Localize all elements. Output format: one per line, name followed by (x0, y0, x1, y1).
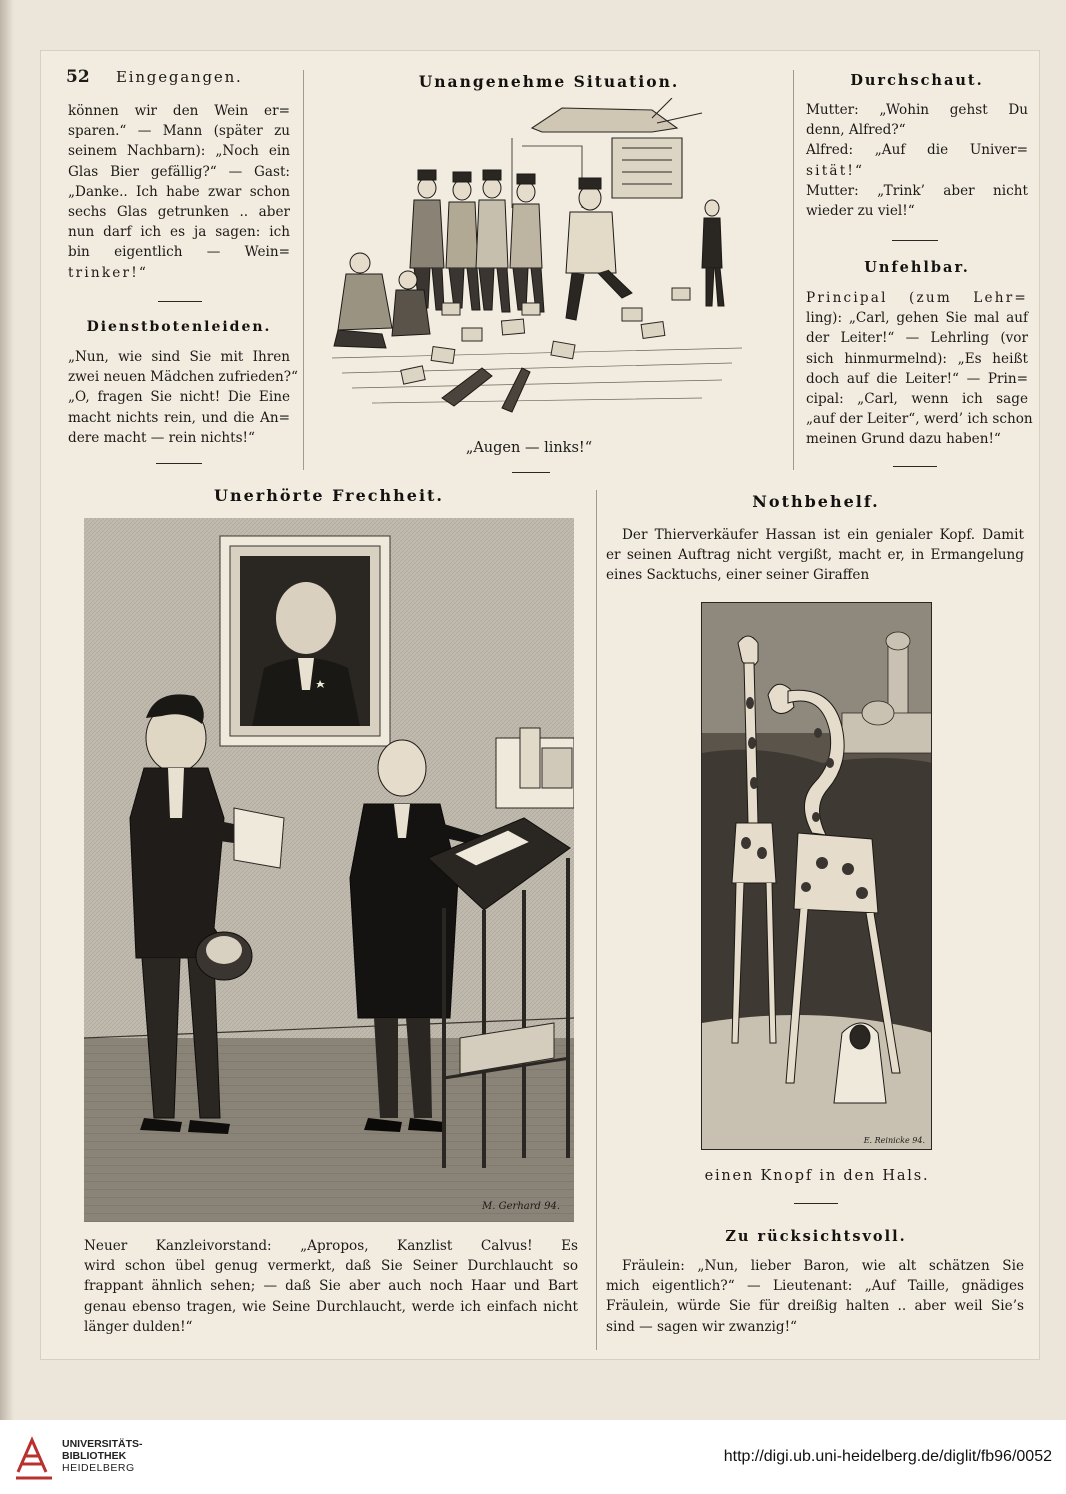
column-divider-bottom (596, 490, 597, 1350)
heading-zu-ruecksichtsvoll: Zu rücksichtsvoll. (725, 1228, 907, 1245)
text-line: nun darf ich es ja sagen: ich (68, 224, 290, 241)
page-number: 52 (66, 67, 90, 87)
text-line: „auf der Leiter“, werd’ ich schon (806, 411, 1033, 428)
text-line: können wir den Wein er= (68, 103, 290, 119)
text-line: sparen.“ — Mann (später zu (68, 123, 290, 140)
text-line: Der Thierverkäufer Hassan ist ein genialer Kopf. Damit (622, 527, 1024, 543)
book-spine-shadow (0, 0, 14, 1420)
text-line: meinen Grund dazu haben!“ (806, 431, 1001, 448)
permalink-url[interactable]: http://digi.ub.uni-heidelberg.de/diglit/fb96/0052 (723, 1448, 1052, 1465)
ub-heidelberg-logo-icon[interactable] (12, 1432, 56, 1482)
unerhoerte-text (84, 1236, 578, 1337)
text-line: macht nichts rein, und die An= (68, 409, 290, 426)
ruecksichtsvoll-text (606, 1256, 1024, 1337)
text-line: länger dulden!“ (84, 1318, 193, 1335)
soldiers-illustration (322, 98, 756, 434)
separator-rule (892, 240, 938, 241)
text-line: Fräulein, würde Sie für dreißig halten .. aber weil Sie’s (606, 1298, 1024, 1315)
giraffe-illustration (701, 602, 932, 1150)
text-line: „Nun, wie sind Sie mit Ihren (68, 349, 290, 365)
text-line: „Danke.. Ich habe zwar schon (68, 183, 290, 200)
text-line: Glas Bier gefällig?“ — Gast: (68, 163, 290, 180)
library-name-line2: BIBLIOTHEK (62, 1450, 127, 1462)
separator-rule (158, 301, 202, 302)
text-line: sind — sagen wir zwanzig!“ (606, 1318, 798, 1335)
heading-unangenehme-situation: Unangenehme Situation. (418, 72, 680, 91)
text-line: mich eigentlich?“ — Lieutenant: „Auf Taille, gnädiges (606, 1278, 1024, 1295)
heading-dienstbotenleiden: Dienstbotenleiden. (86, 319, 272, 335)
unfehlbar-text (806, 288, 1033, 450)
artist-signature: E. Reinicke 94. (863, 1136, 925, 1145)
chancellery-illustration (84, 518, 574, 1222)
library-name-line1: UNIVERSITÄTS- (62, 1438, 143, 1450)
text-line: trinker!“ (68, 264, 149, 281)
artist-signature: M. Gerhard 94. (482, 1201, 560, 1212)
text-line: wird schon übel genug vermerkt, daß Sie Seiner Durchlaucht so (84, 1258, 578, 1275)
running-head: Eingegangen. (116, 68, 243, 86)
viewer-footer (0, 1420, 1066, 1494)
column-divider-left (303, 70, 304, 470)
text-line: doch auf die Leiter!“ — Prin= (806, 370, 1028, 387)
text-line: Principal (zum Lehr= (806, 290, 1028, 306)
giraffe-drawing (702, 603, 932, 1150)
text-line: zwei neuen Mädchen zufrieden?“ (68, 369, 298, 386)
text-line: ling): „Carl, gehen Sie mal auf (806, 310, 1028, 327)
column-divider-right (793, 70, 794, 470)
text-line: eines Sacktuchs, einer seiner Giraffen (606, 567, 870, 584)
text-line: bin eigentlich — Wein= (68, 244, 290, 261)
text-line: „O, fragen Sie nicht! Die Eine (68, 389, 290, 406)
text-line: sich hinmurmelnd): „Es heißt (806, 350, 1028, 367)
durchschaut-text (806, 100, 1028, 221)
heading-nothbehelf: Nothbehelf. (752, 492, 880, 511)
text-line: Neuer Kanzleivorstand: „Apropos, Kanzlist Calvus! Es (84, 1238, 578, 1254)
dienstbotenleiden-text (68, 347, 298, 448)
text-line: Fräulein: „Nun, lieber Baron, wie alt schätzen Sie (622, 1258, 1024, 1274)
caption-augen-links: „Augen — links!“ (465, 440, 593, 456)
heading-unerhoerte-frechheit: Unerhörte Frechheit. (214, 486, 444, 505)
library-name[interactable] (62, 1438, 143, 1474)
chancellery-drawing (84, 518, 574, 1222)
caption-knopf-in-den-hals: einen Knopf in den Hals. (704, 1168, 930, 1184)
separator-rule (893, 466, 937, 467)
heading-durchschaut: Durchschaut. (850, 72, 984, 89)
text-line: sechs Glas getrunken .. aber (68, 204, 290, 221)
text-line: sität!“ (806, 162, 865, 179)
text-line: dere macht — rein nichts!“ (68, 429, 255, 446)
text-line: Mutter: „Wohin gehst Du (806, 102, 1028, 118)
library-name-line3: HEIDELBERG (62, 1462, 135, 1474)
text-line: genau ebenso tragen, wie Seine Durchlaucht, werde ich einfach nicht (84, 1298, 578, 1315)
text-line: cipal: „Carl, wenn ich sage (806, 391, 1028, 408)
nothbehelf-text (606, 525, 1024, 586)
col1-text (68, 101, 290, 283)
text-line: seinem Nachbarn): „Noch ein (68, 143, 290, 160)
soldiers-drawing (322, 98, 756, 434)
text-line: Mutter: „Trink’ aber nicht (806, 182, 1028, 199)
text-line: wieder zu viel!“ (806, 203, 915, 220)
text-line: frappant ähnlich sehen; — daß Sie aber auch noch Haar und Bart (84, 1278, 578, 1295)
text-line: denn, Alfred?“ (806, 122, 906, 139)
text-line: er seinen Auftrag nicht vergißt, macht er, in Ermangelung (606, 547, 1024, 564)
separator-rule (512, 472, 550, 473)
heading-unfehlbar: Unfehlbar. (864, 259, 970, 276)
separator-rule (156, 463, 202, 464)
text-line: Alfred: „Auf die Univer= (806, 142, 1028, 159)
separator-rule (794, 1203, 838, 1204)
text-line: der Leiter!“ — Lehrling (vor (806, 330, 1028, 347)
